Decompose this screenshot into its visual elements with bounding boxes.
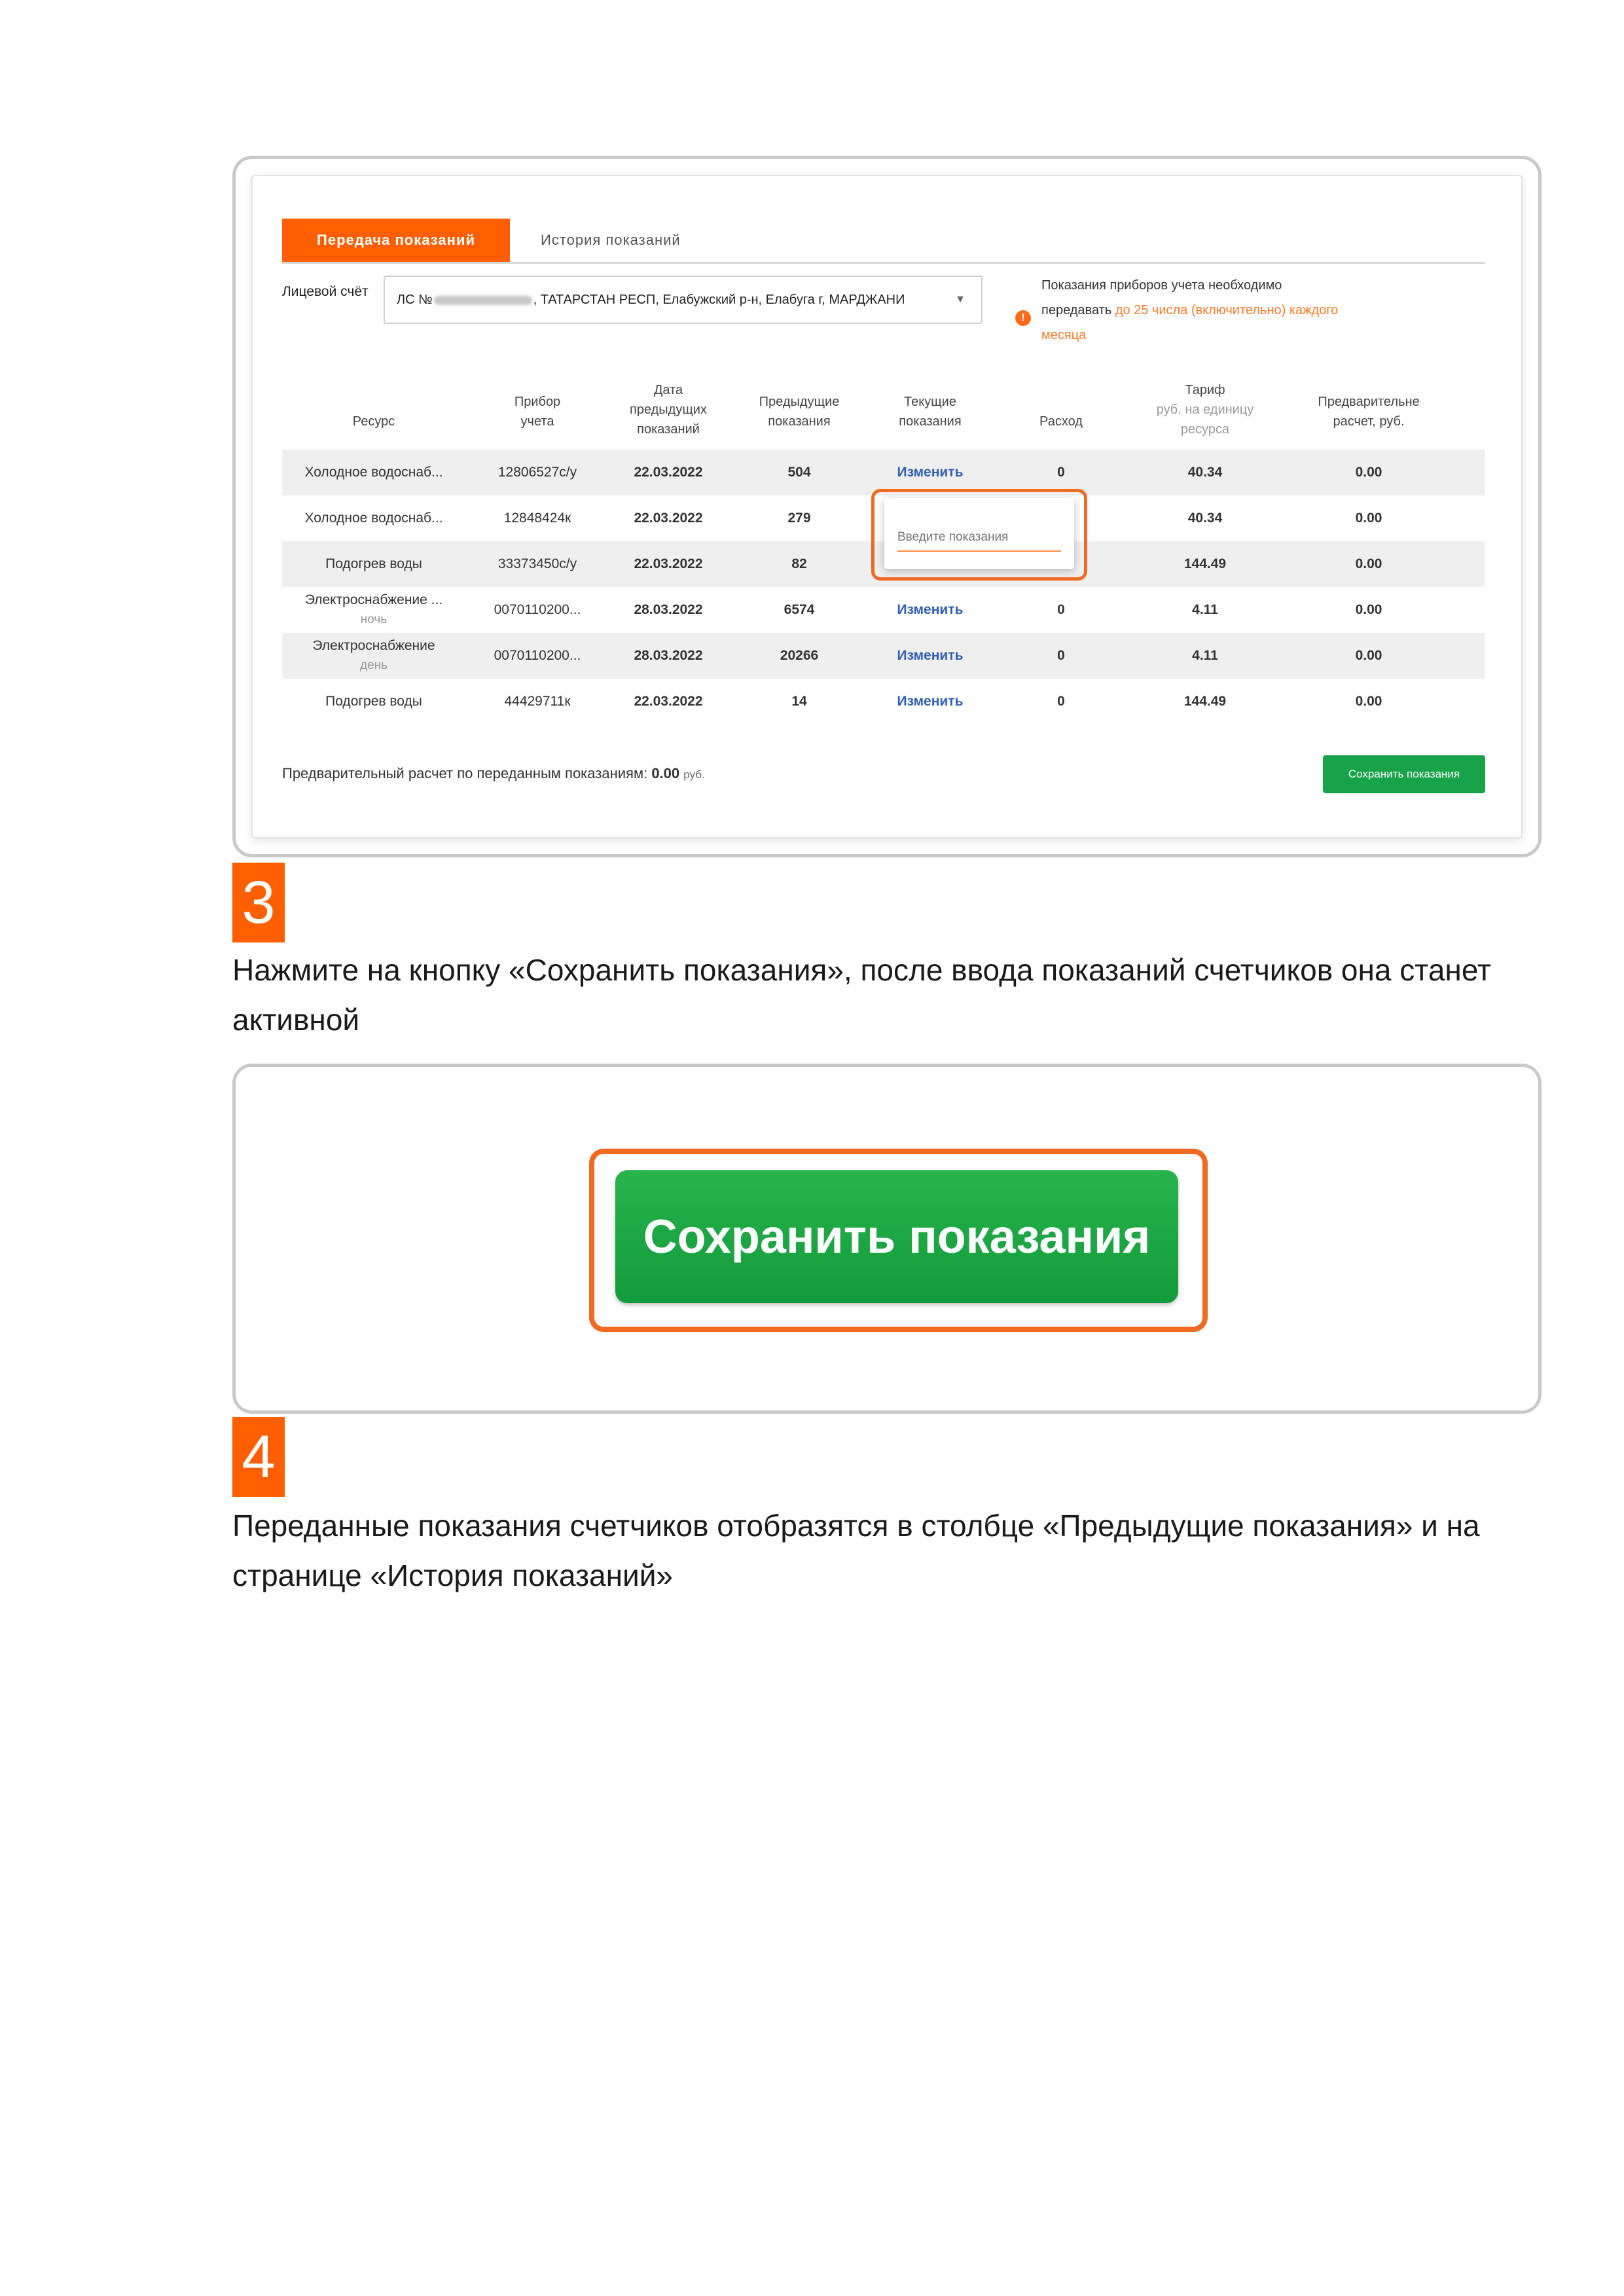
cell-resource: Холодное водоснаб... (304, 465, 443, 480)
resource-period: ночь (360, 613, 388, 626)
estimate-value: 0.00 (651, 765, 680, 781)
notice-line3: месяца (1041, 328, 1087, 342)
warning-icon: ! (1015, 310, 1031, 326)
cell-calc: 0.00 (1355, 465, 1382, 480)
account-number-redacted (434, 296, 532, 305)
cell-calc: 0.00 (1355, 511, 1382, 526)
cell-meter: 33373450с/у (497, 556, 577, 571)
header-curr-l2: показания (899, 414, 962, 429)
cell-date: 22.03.2022 (634, 694, 703, 709)
resource-period: день (359, 658, 388, 672)
notice-line1: Показания приборов учета необходимо (1041, 278, 1282, 293)
resource-name: Электроснабжение ... (304, 592, 443, 607)
estimate-label: Предварительный расчет по переданным показаниям: (282, 765, 648, 781)
edit-link[interactable]: Изменить (897, 465, 964, 480)
account-address: , ТАТАРСТАН РЕСП, Елабужский р-н, Елабуга г, МАРДЖАНИ (533, 293, 905, 307)
header-tariff-l1: Тариф (1185, 383, 1225, 397)
header-tariff (1127, 380, 1284, 439)
header-tariff-l2: руб. на единицу (1156, 403, 1254, 417)
step-number-3: 3 (232, 863, 285, 942)
tab-readings-history[interactable]: История показаний (541, 232, 681, 248)
notice-deadline: до 25 числа (включительно) каждого (1115, 303, 1339, 317)
estimate-currency: руб. (683, 768, 705, 781)
estimate-summary (282, 765, 705, 782)
header-meter-l2: учета (520, 414, 554, 429)
screenshot-frame-save-button (232, 1064, 1542, 1414)
header-meter (478, 392, 596, 431)
cell-calc: 0.00 (1355, 648, 1382, 663)
cell-calc: 0.00 (1355, 694, 1382, 709)
account-label: Лицевой счёт (282, 284, 369, 299)
edit-link[interactable]: Изменить (897, 694, 964, 709)
cell-tariff: 40.34 (1187, 465, 1223, 480)
tab-submit-readings[interactable]: Передача показаний (282, 219, 510, 262)
cell-date: 28.03.2022 (634, 648, 703, 663)
cell-usage: 0 (1057, 648, 1065, 663)
cell-tariff: 40.34 (1187, 511, 1223, 526)
cell-date: 22.03.2022 (634, 511, 703, 526)
cell-resource (282, 633, 465, 679)
cell-meter: 12806527с/у (497, 465, 577, 480)
cell-usage: 0 (1057, 602, 1065, 617)
header-prev-date (600, 380, 737, 439)
table-row (282, 679, 1485, 725)
input-highlight-outline (871, 489, 1087, 581)
step-3-text: Нажмите на кнопку «Сохранить показания», после ввода показаний счетчиков она станет активной (232, 953, 1491, 1037)
header-prev-l1: Предыдущие (759, 395, 840, 409)
cell-meter: 0070110200... (494, 602, 581, 617)
header-resource: Ресурс (352, 414, 395, 429)
account-prefix: ЛС № (397, 293, 433, 307)
header-calc-l1: Предварительне (1318, 395, 1420, 409)
readings-panel (251, 175, 1523, 838)
cell-prev: 6574 (784, 602, 815, 617)
header-date-l3: показаний (637, 422, 700, 437)
cell-date: 22.03.2022 (634, 556, 703, 571)
cell-prev: 20266 (780, 648, 819, 663)
header-calc-l2: расчет, руб. (1333, 414, 1405, 429)
table-row (282, 633, 1485, 679)
notice-line2 (1041, 298, 1447, 323)
cell-date: 28.03.2022 (634, 602, 703, 617)
cell-tariff: 4.11 (1192, 648, 1218, 663)
cell-prev: 14 (791, 694, 807, 709)
deadline-notice (1041, 273, 1447, 348)
cell-meter: 0070110200... (494, 648, 581, 663)
cell-prev: 82 (791, 556, 807, 571)
header-tariff-l3: ресурса (1180, 422, 1230, 437)
cell-tariff: 144.49 (1183, 694, 1227, 709)
cell-resource: Подогрев воды (325, 694, 422, 709)
caret-down-icon: ▼ (955, 294, 965, 305)
step-number-4: 4 (232, 1417, 285, 1497)
cell-usage: 0 (1057, 465, 1065, 480)
cell-usage: 0 (1057, 694, 1065, 709)
cell-meter: 44429711к (504, 694, 571, 709)
account-select[interactable] (384, 276, 983, 324)
header-curr-l1: Текущие (904, 395, 956, 409)
cell-date: 22.03.2022 (634, 465, 703, 480)
resource-name: Электроснабжение (312, 638, 435, 653)
cell-resource: Холодное водоснаб... (304, 511, 443, 526)
edit-link[interactable]: Изменить (897, 648, 964, 663)
step-4-text: Переданные показания счетчиков отобразятся в столбце «Предыдущие показания» и на странице «История показаний» (232, 1509, 1480, 1592)
header-current-readings (865, 392, 996, 431)
cell-prev: 279 (787, 511, 811, 526)
header-meter-l1: Прибор (514, 395, 561, 409)
cell-meter: 12848424к (503, 511, 571, 526)
cell-calc: 0.00 (1355, 602, 1382, 617)
edit-link[interactable]: Изменить (897, 602, 964, 617)
header-date-l2: предыдущих (630, 403, 707, 417)
header-date-l1: Дата (653, 383, 683, 397)
cell-resource: Подогрев воды (325, 556, 422, 571)
screenshot-frame-readings (232, 156, 1542, 857)
header-estimate (1284, 392, 1454, 431)
notice-line2-prefix: передавать (1041, 303, 1115, 317)
save-readings-button-large[interactable]: Сохранить показания (615, 1170, 1178, 1303)
header-prev-l2: показания (768, 414, 831, 429)
cell-calc: 0.00 (1355, 556, 1382, 571)
cell-prev: 504 (787, 465, 811, 480)
cell-tariff: 144.49 (1183, 556, 1227, 571)
header-prev-readings (734, 392, 865, 431)
tab-bar (282, 219, 1485, 264)
table-row (282, 587, 1485, 633)
save-readings-button[interactable]: Сохранить показания (1323, 755, 1485, 793)
cell-tariff: 4.11 (1192, 602, 1218, 617)
cell-resource (282, 587, 465, 633)
header-usage: Расход (1039, 414, 1083, 429)
